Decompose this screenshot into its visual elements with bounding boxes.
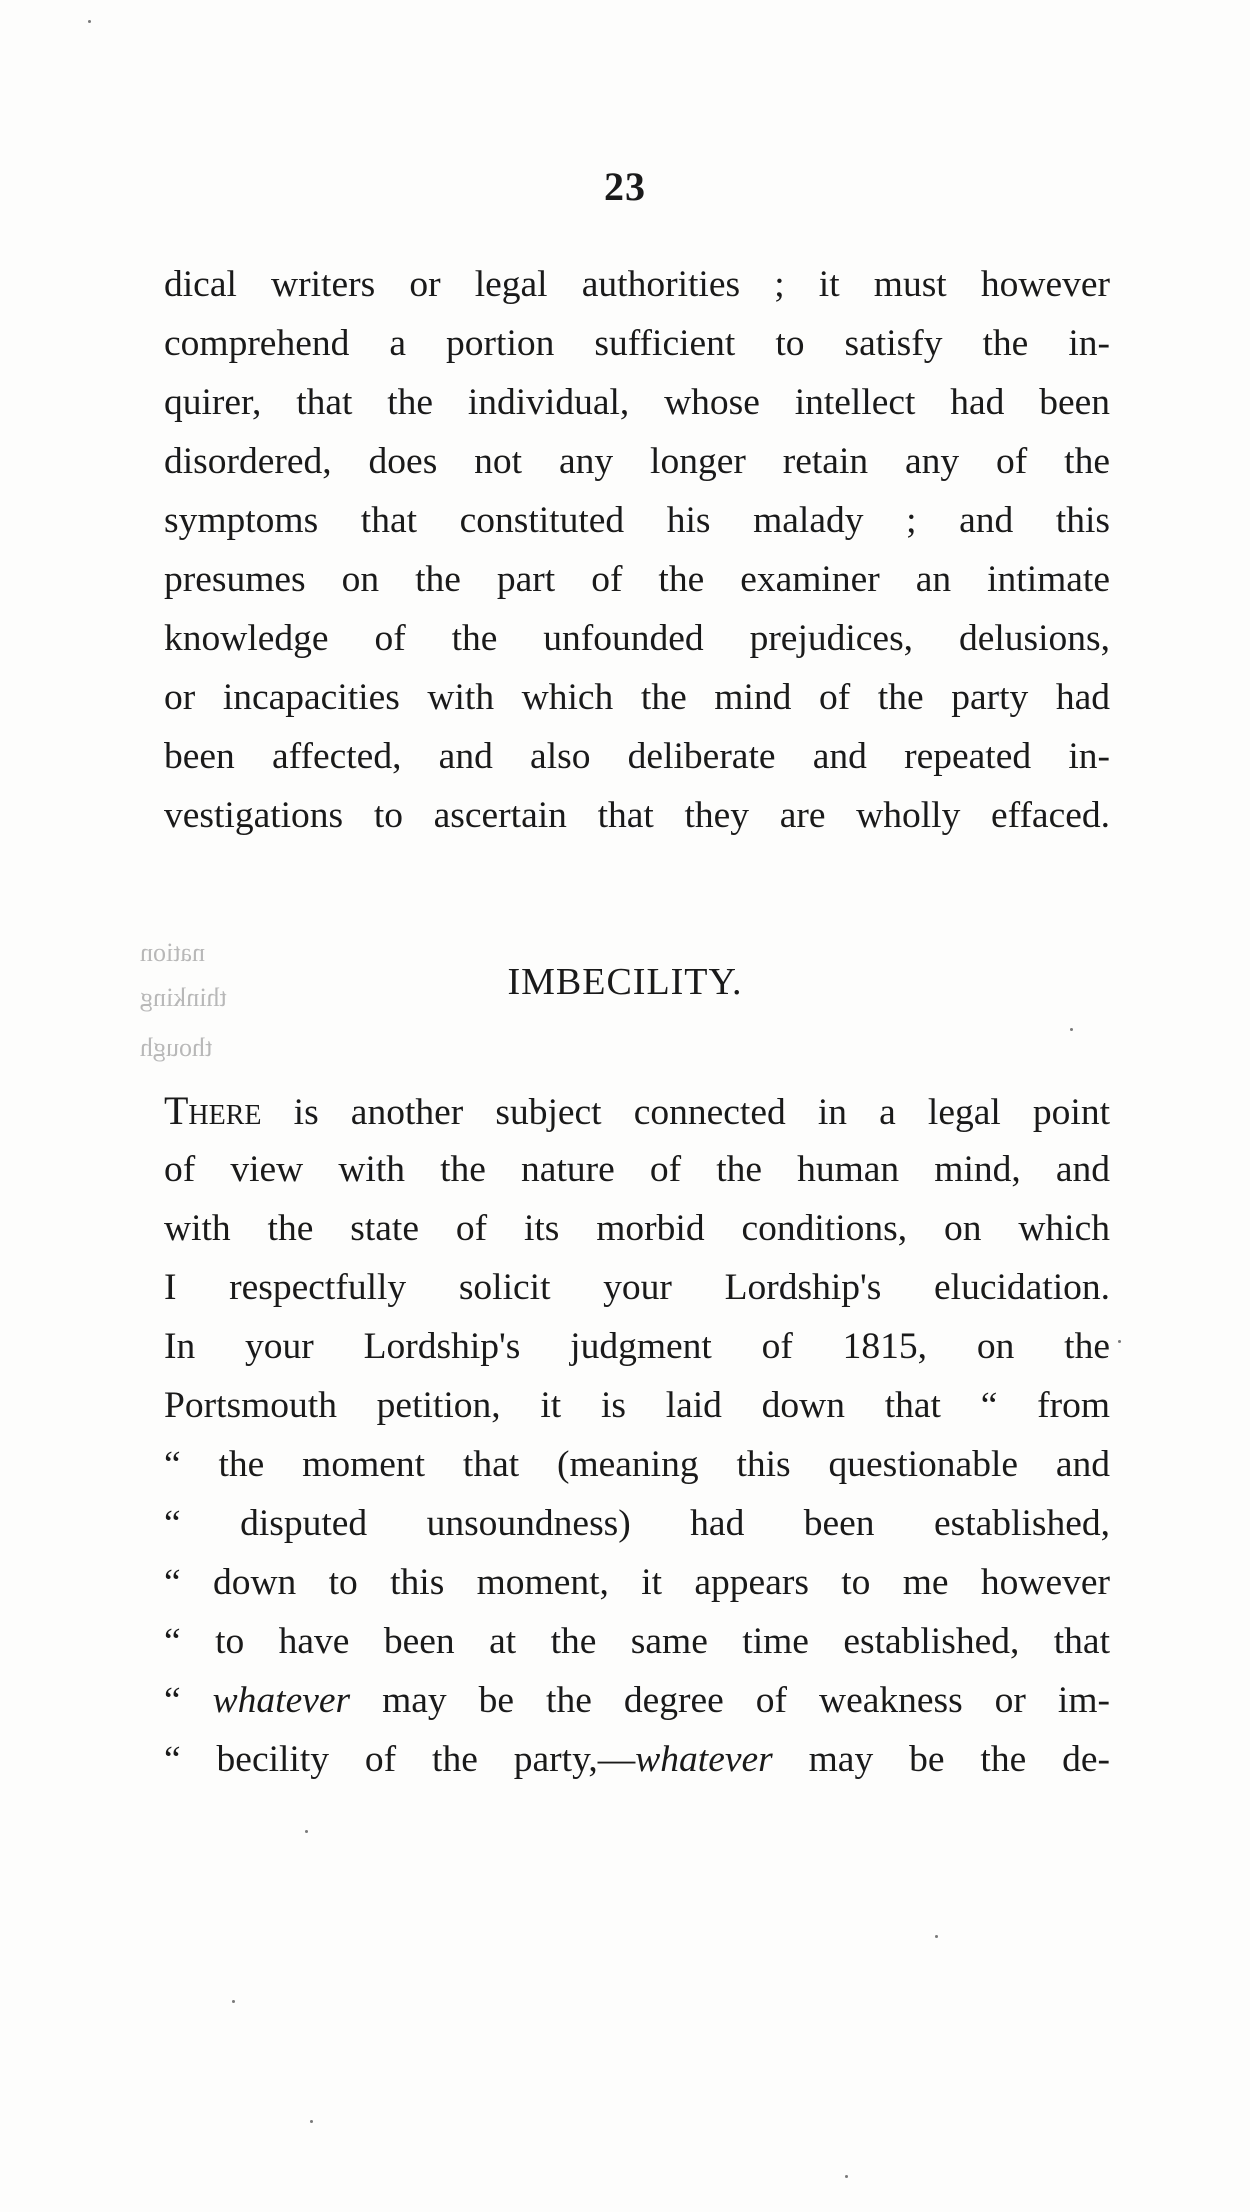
text-line-italic-2 <box>164 1730 1110 1789</box>
text-line: with the state of its morbid conditions, on which <box>164 1208 1110 1249</box>
paper-speck <box>232 2000 235 2003</box>
section-heading: IMBECILITY. <box>507 961 743 1003</box>
paragraph-continuation <box>164 255 1110 845</box>
text-line: presumes on the part of the examiner an intimate <box>164 559 1110 600</box>
text-line: vestigations to ascertain that they are wholly effaced. <box>164 795 1110 836</box>
text-line: knowledge of the unfounded prejudices, delusions, <box>164 618 1110 659</box>
text-line-first <box>164 1081 1110 1140</box>
text-line: or incapacities with which the mind of the party had <box>164 677 1110 718</box>
text-line: Portsmouth petition, it is laid down that “ from <box>164 1385 1110 1426</box>
text-line-italic-1 <box>164 1671 1110 1730</box>
text-line: I respectfully solicit your Lordship's elucidation. <box>164 1267 1110 1308</box>
bleed-through-text: nation <box>140 938 205 967</box>
paper-speck <box>310 2120 313 2123</box>
text-line: dical writers or legal authorities ; it must however <box>164 264 1110 305</box>
line-prefix: “ becility of the party,— <box>164 1739 636 1780</box>
quote-prefix: “ <box>164 1680 213 1721</box>
text-line: “ to have been at the same time established, that <box>164 1621 1110 1662</box>
text-line: comprehend a portion sufficient to satisfy the in- <box>164 323 1110 364</box>
paper-speck <box>88 20 91 23</box>
italic-word: whatever <box>212 1680 351 1721</box>
text-line: “ the moment that (meaning this questionable and <box>164 1444 1110 1485</box>
paper-speck <box>935 1935 938 1938</box>
lead-word: There <box>164 1088 262 1133</box>
italic-word: whatever <box>635 1739 773 1780</box>
text-line: quirer, that the individual, whose intellect had been <box>164 382 1110 423</box>
page-number: 23 <box>604 164 646 209</box>
paper-speck <box>1070 1028 1073 1031</box>
bleed-through-text: thinking <box>140 983 227 1012</box>
paragraph-imbecility <box>164 1081 1110 1789</box>
first-line-rest: is another subject connected in a legal point <box>261 1092 1110 1133</box>
text-line: “ down to this moment, it appears to me however <box>164 1562 1110 1603</box>
paper-speck <box>1118 1340 1121 1343</box>
paper-speck <box>845 2175 848 2178</box>
bleed-through-text: though <box>140 1033 213 1062</box>
text-line: disordered, does not any longer retain any of the <box>164 441 1110 482</box>
line-rest: may be the de- <box>772 1739 1110 1780</box>
paper-speck <box>305 1830 308 1833</box>
text-line: “ disputed unsoundness) had been established, <box>164 1503 1110 1544</box>
text-line: In your Lordship's judgment of 1815, on the <box>164 1326 1110 1367</box>
line-rest: may be the degree of weakness or im- <box>350 1680 1110 1721</box>
text-line: of view with the nature of the human mind, and <box>164 1149 1110 1190</box>
text-line: symptoms that constituted his malady ; and this <box>164 500 1110 541</box>
text-line: been affected, and also deliberate and repeated in- <box>164 736 1110 777</box>
